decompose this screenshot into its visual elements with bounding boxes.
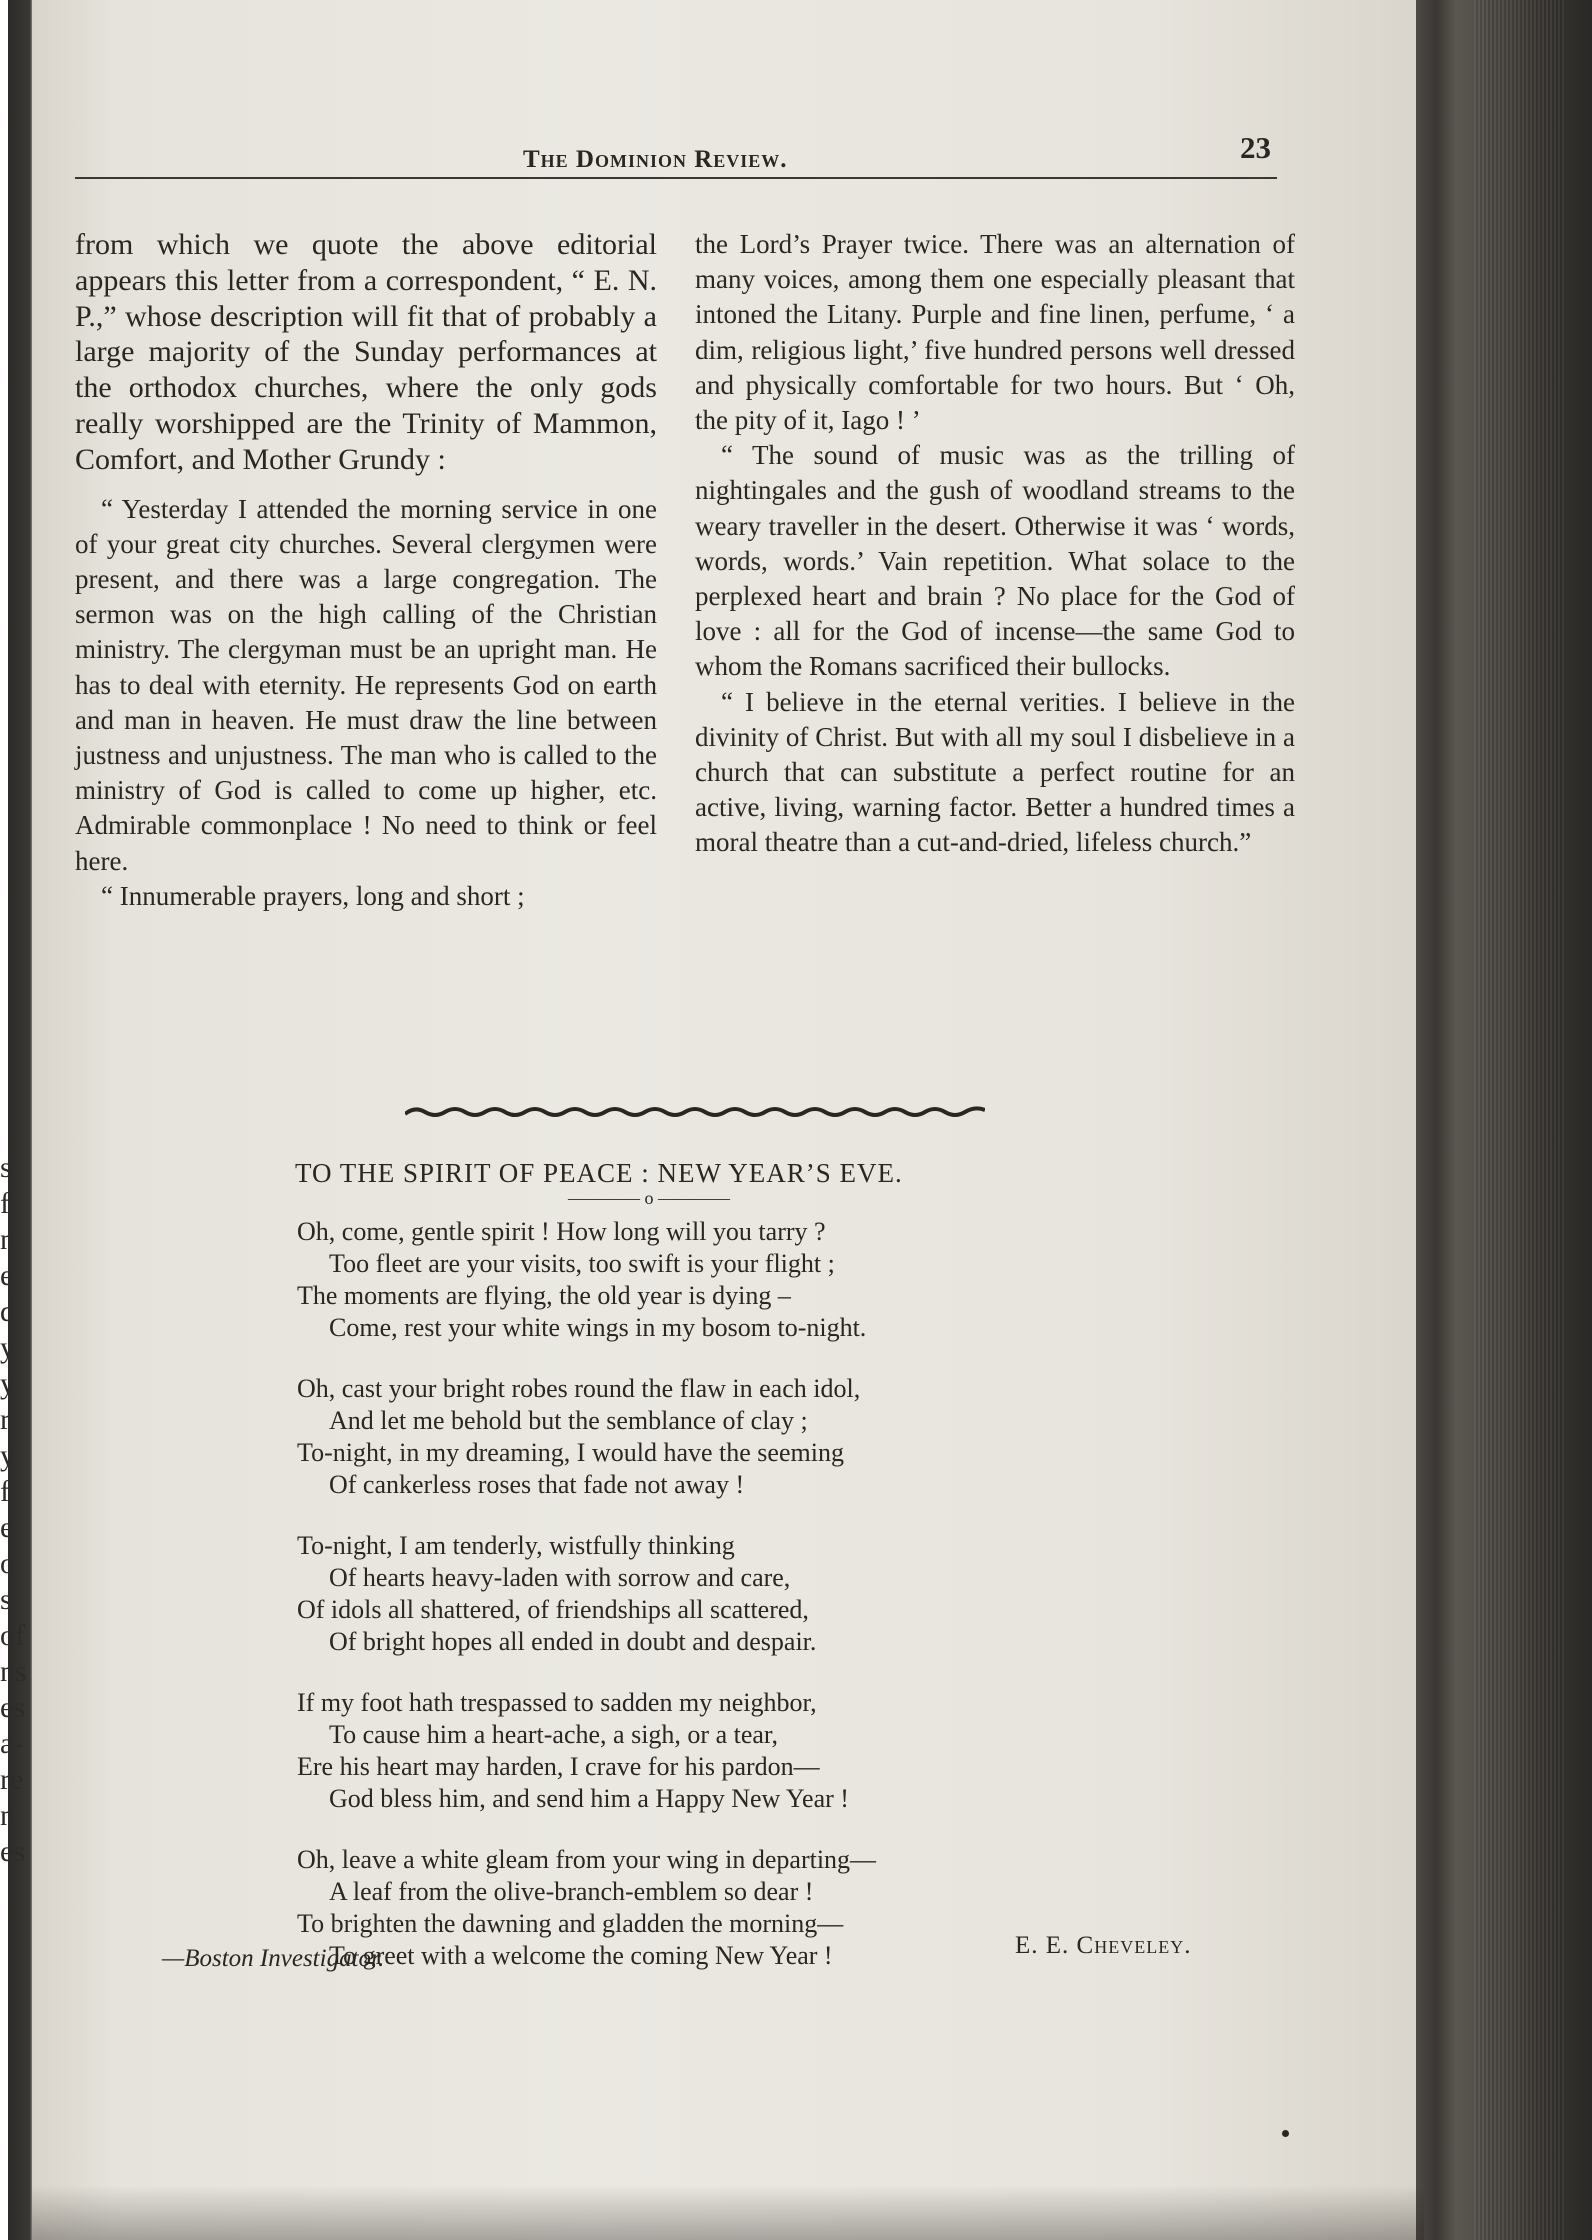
- bleed-letter: of: [0, 1619, 25, 1652]
- poem-line: To-night, I am tenderly, wistfully thinking: [297, 1531, 735, 1560]
- bleed-letter: re: [0, 1763, 24, 1796]
- bleed-through-letters: [0, 1150, 32, 1870]
- poem-stanza: [297, 1530, 1197, 1658]
- poem-line: Oh, leave a white gleam from your wing in departing—: [297, 1845, 877, 1874]
- bleed-letter: d: [0, 1295, 15, 1328]
- page-number: 23: [1240, 130, 1271, 165]
- quote-paragraph-1: “ Yesterday I attended the morning service in one of your great city churches. Several clergymen were present, and there was a large congregation. The sermon was on the high calling of the Christian ministry. The clergyman must be an upright man. He has to deal with eternity. He represents God on earth and man in heaven. He must draw the line between justness and unjustness. The man who is called to the ministry of God is called to come up higher, etc. Admirable commonplace ! No need to think or feel here.: [75, 493, 657, 876]
- poem-line: Of bright hopes all ended in doubt and despair.: [329, 1627, 817, 1656]
- poem-line: God bless him, and send him a Happy New Year !: [329, 1784, 849, 1813]
- bleed-letter: a-: [0, 1727, 24, 1760]
- page-bottom-shadow: [32, 2185, 1424, 2240]
- poem-line: If my foot hath trespassed to sadden my neighbor,: [297, 1688, 817, 1717]
- bleed-letter: y: [0, 1439, 15, 1472]
- source-credit: —Boston Investigator.: [162, 1945, 385, 1972]
- poem-line: Too fleet are your visits, too swift is your flight ;: [329, 1249, 835, 1278]
- poem-line: Oh, cast your bright robes round the flaw in each idol,: [297, 1374, 861, 1403]
- quote-paragraph-2: “ Innumerable prayers, long and short ;: [101, 880, 525, 911]
- left-column: [75, 227, 657, 914]
- bleed-letter: es: [0, 1835, 25, 1868]
- page-edges: [1416, 0, 1592, 2240]
- quote-paragraph-3: “ The sound of music was as the trilling of nightingales and the gush of woodland streams to the weary traveller in the desert. Otherwise it was ‘ words, words, words.’ Vain repetition. What solace to the perplexed heart and brain ? No place for the God of love : all for the God of incense—the same God to whom the Romans sacrificed their bullocks.: [695, 440, 1295, 682]
- bleed-letter: n: [0, 1799, 15, 1832]
- bleed-letter: y: [0, 1331, 15, 1364]
- poem-line: Ere his heart may harden, I crave for his pardon—: [297, 1752, 820, 1781]
- bleed-letter: r: [0, 1403, 10, 1436]
- poem-line: The moments are flying, the old year is dying –: [297, 1281, 791, 1310]
- running-head: The Dominion Review.: [523, 146, 788, 173]
- poem-line: Come, rest your white wings in my bosom to-night.: [329, 1313, 867, 1342]
- poem-line: To-night, in my dreaming, I would have the seeming: [297, 1438, 844, 1467]
- wavy-divider: [405, 1100, 985, 1124]
- header-rule: [75, 177, 1277, 179]
- bleed-letter: n: [0, 1223, 15, 1256]
- bleed-letter: f: [0, 1475, 10, 1508]
- bleed-letter: e: [0, 1511, 14, 1544]
- quote-paragraph-4: “ I believe in the eternal verities. I believe in the divinity of Christ. But with all my soul I disbelieve in a church that can substitute a perfect routine for an active, living, warning factor. Better a hundred times a moral theatre than a cut-and-dried, lifeless church.”: [695, 686, 1295, 858]
- poem-title: TO THE SPIRIT OF PEACE : NEW YEAR’S EVE.: [295, 1158, 903, 1188]
- right-column: [695, 227, 1295, 861]
- intro-paragraph: from which we quote the above editorial appears this letter from a correspondent, “ E. N. P.,” whose description will fit that of probably a large majority of the Sunday performances at the orthodox churches, where the only gods really worshipped are the Trinity of Mammon, Comfort, and Mother Grundy :: [75, 228, 657, 476]
- poem-body: [297, 1216, 1197, 2001]
- ink-dot: [1282, 2130, 1289, 2137]
- poem-line: Oh, come, gentle spirit ! How long will you tarry ?: [297, 1217, 826, 1246]
- bleed-letter: es: [0, 1691, 25, 1724]
- page-header: [75, 128, 1275, 178]
- bleed-letter: y: [0, 1367, 15, 1400]
- poem-line: And let me behold but the semblance of clay ;: [329, 1406, 808, 1435]
- poem-stanza: [297, 1216, 1197, 1344]
- bleed-letter: ns: [0, 1655, 27, 1688]
- poem-line: To greet with a welcome the coming New Year !: [329, 1941, 833, 1970]
- bleed-letter: o: [0, 1547, 15, 1580]
- poem-divider: ———— o ————: [568, 1188, 730, 1208]
- bleed-letter: s: [0, 1583, 12, 1616]
- poem-line: Of hearts heavy-laden with sorrow and care,: [329, 1563, 791, 1592]
- bleed-letter: e: [0, 1259, 14, 1292]
- poem-line: A leaf from the olive-branch-emblem so dear !: [329, 1877, 814, 1906]
- poem-line: Of cankerless roses that fade not away !: [329, 1470, 745, 1499]
- poem-stanza: [297, 1373, 1197, 1501]
- bleed-letter: s: [0, 1151, 12, 1184]
- author-credit: E. E. Cheveley.: [1015, 1932, 1192, 1959]
- poem-line: To brighten the dawning and gladden the morning—: [297, 1909, 844, 1938]
- poem-line: To cause him a heart-ache, a sigh, or a tear,: [329, 1720, 779, 1749]
- poem-line: Of idols all shattered, of friendships all scattered,: [297, 1595, 809, 1624]
- bleed-letter: f: [0, 1187, 10, 1220]
- continued-paragraph: the Lord’s Prayer twice. There was an alternation of many voices, among them one especially pleasant that intoned the Litany. Purple and fine linen, perfume, ‘ a dim, religious light,’ five hundred persons well dressed and physically comfortable for two hours. But ‘ Oh, the pity of it, Iago ! ’: [695, 229, 1295, 436]
- poem-stanza: [297, 1687, 1197, 1815]
